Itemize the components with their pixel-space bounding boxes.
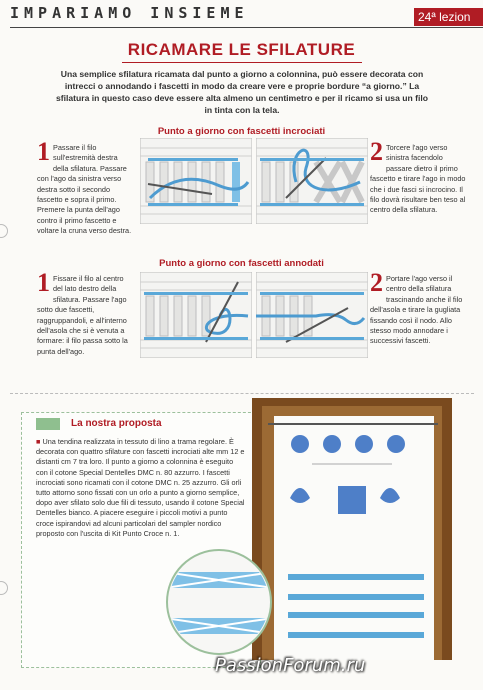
illustration-crossed-step-2 [256, 138, 368, 224]
step-text: Passare il filo sull'estremità destra della sfilatura. Passare con l'ago da sinistra verso destra sotto il secondo fascetto e sopra il primo. Premere la punta dell'ago contro il primo fascetto e voltare la cruna verso destra. [37, 143, 132, 236]
section-divider [10, 393, 474, 394]
step-number: 1 [37, 137, 50, 166]
section-2-step-2 [370, 268, 468, 347]
section-1-step-1 [37, 137, 133, 237]
proposal-text [36, 437, 246, 539]
illustration-knotted-step-1 [140, 272, 252, 358]
proposal-body: Una tendina realizzata in tessuto di lino a trama regolare. È decorata con quattro sfilature con fascetti incrociati alte mm 12 e distanti cm 7 tra loro. Il punto a giorno a colonnina è eseguito con il cotone Special Dentelles DMC n. 80 azzurro. I fascetti incrociati sono ricamati con il cotone DMC n. 25 azzurro. Gli orli tutto attorno sono fissati con un orlo a punto a giorno semplice, dopo aver sfilato solo due fili di tessuto, usando il cotone Special Dentelles bianco. A piacere eseguire i piccoli motivi a punto croce ispirandovi ad alcuni particolari del sampler nordico proposto con l'uscita di Kit Punto Croce n. 1. [36, 437, 245, 538]
step-number: 2 [370, 268, 383, 297]
section-2-title: Punto a giorno con fascetti annodati [159, 258, 324, 269]
magnifier-detail [165, 548, 273, 656]
watermark: PassionForum.ru [215, 655, 366, 676]
curtain-photo [252, 398, 452, 660]
intro-paragraph: Una semplice sfilatura ricamata dal punto a giorno a colonnina, può essere decorata con intrecci o annodando i fascetti in modo da creare vere e proprie bordure “a giorno.” La sfilatura in questo caso deve essere alta almeno un centimetro e per il ricamo si usa un filo in tinta con la tela. [55, 69, 429, 115]
bullet-icon: ■ [36, 437, 41, 446]
illustration-crossed-step-1 [140, 138, 252, 224]
step-text: Portare l'ago verso il centro della sfilatura trascinando anche il filo dell'asola e tirare la gugliata fissando così il nodo. Allo stesso modo annodare i successivi fascetti. [370, 274, 463, 346]
section-2-step-1 [37, 268, 133, 357]
section-1-title: Punto a giorno con fascetti incrociati [157, 126, 326, 137]
lesson-badge: 24ª lezion [414, 8, 483, 26]
page-title: RICAMARE LE SFILATURE [127, 40, 356, 59]
step-text: Fissare il filo al centro del lato destro della sfilatura. Passare l'ago sotto due fascetti, raggruppandoli, e all'interno dell'asola che si è venuta a formare: il filo passa sotto la punta dell'ago. [37, 274, 128, 356]
title-underline [122, 62, 362, 63]
step-number: 2 [370, 137, 383, 166]
proposal-title: La nostra proposta [71, 418, 162, 429]
punch-hole-icon [0, 581, 8, 595]
step-text: Torcere l'ago verso sinistra facendolo passare dietro il primo fascetto e tirare l'ago in modo che i due fasci si incrocino. Il filo dovrà risultare ben teso al centro della sfilatura. [370, 143, 466, 215]
series-title: IMPARIAMO INSIEME [10, 4, 249, 22]
punch-hole-icon [0, 224, 8, 238]
step-number: 1 [37, 268, 50, 297]
header-divider [10, 27, 483, 28]
proposal-marker [36, 418, 60, 430]
illustration-knotted-step-2 [256, 272, 368, 358]
section-1-step-2 [370, 137, 468, 216]
